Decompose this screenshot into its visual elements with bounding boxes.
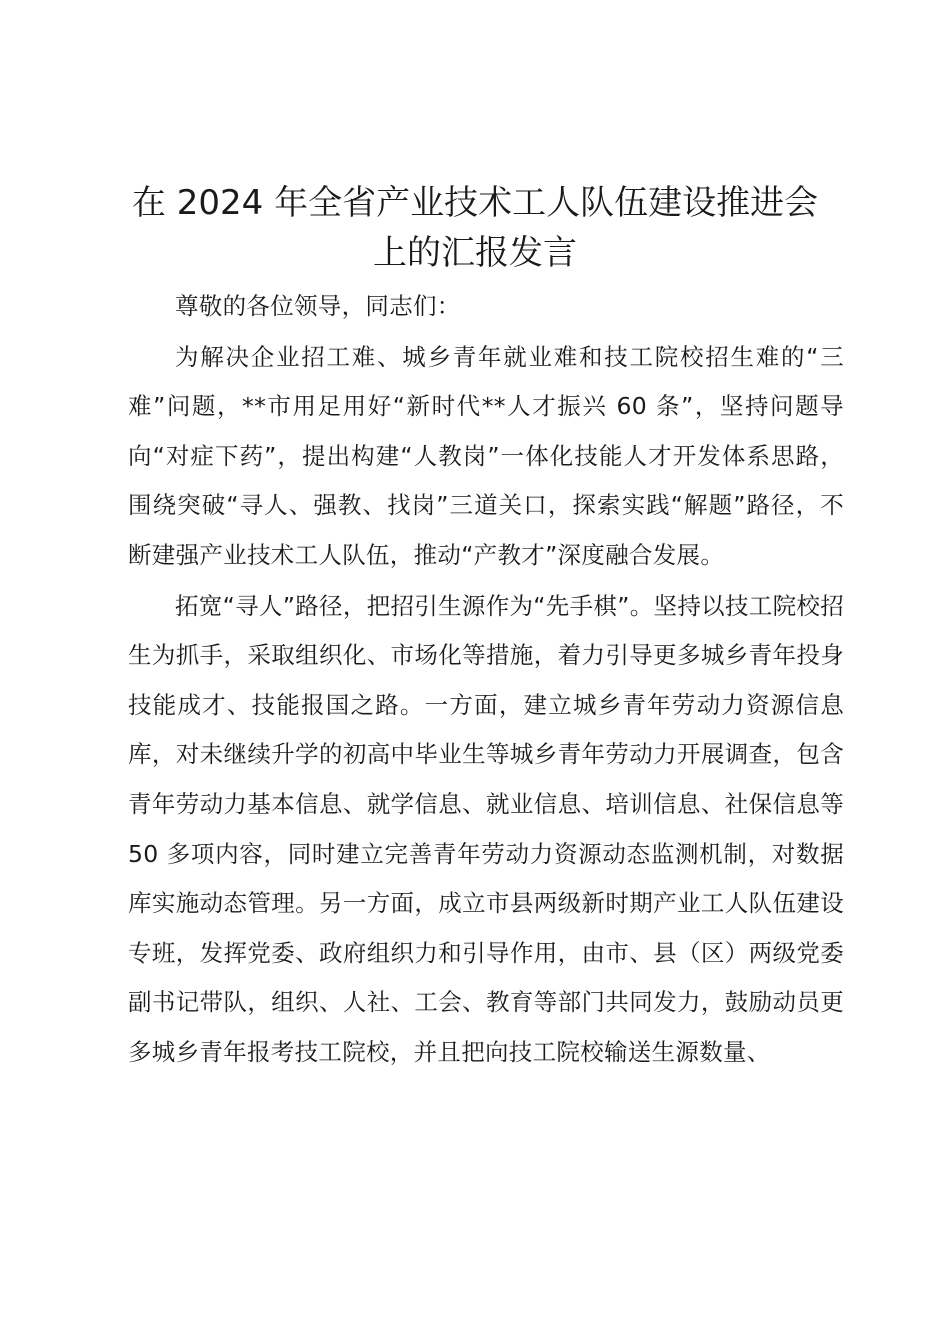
paragraph-1: 为解决企业招工难、城乡青年就业难和技工院校招生难的“三难”问题，**市用足用好“新时代**人才振兴 60 条”，坚持问题导向“对症下药”，提出构建“人教岗”一体化技能人才开发体系思路，围绕突破“寻人、强教、找岗”三道关口，探索实践“解题”路径，不断建强产业技术工人队伍，推动“产教才”深度融合发展。 bbox=[128, 342, 844, 569]
title-line-1: 在 2024 年全省产业技术工人队伍建设推进会 bbox=[131, 183, 819, 223]
greeting: 尊敬的各位领导，同志们： bbox=[175, 292, 461, 320]
paragraph-2: 拓宽“寻人”路径，把招引生源作为“先手棋”。坚持以技工院校招生为抓手，采取组织化、市场化等措施，着力引导更多城乡青年投身技能成才、技能报国之路。一方面，建立城乡青年劳动力资源信息库，对未继续升学的初高中毕业生等城乡青年劳动力开展调查，包含青年劳动力基本信息、就学信息、就业信息、培训信息、社保信息等 50 多项内容，同时建立完善青年劳动力资源动态监测机制，对数据库实施动态管理。另一方面，成立市县两级新时期产业工人队伍建设专班，发挥党委、政府组织力和引导作用，由市、县（区）两级党委副书记带队，组织、人社、工会、教育等部门共同发力，鼓励动员更多城乡青年报考技工院校，并且把向技工院校输送生源数量、 bbox=[128, 591, 844, 1066]
document-title bbox=[110, 178, 840, 278]
title-line-2: 上的汇报发言 bbox=[373, 233, 577, 273]
document-body bbox=[128, 282, 844, 1078]
